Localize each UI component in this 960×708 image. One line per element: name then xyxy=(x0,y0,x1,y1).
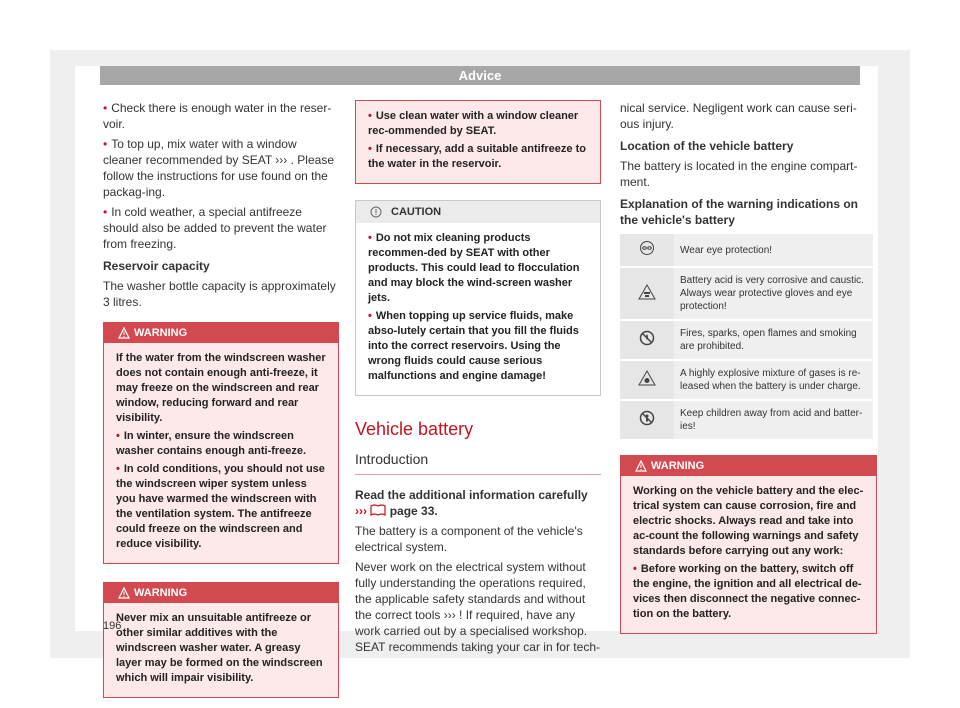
table-row xyxy=(620,360,873,400)
book-icon xyxy=(370,504,386,516)
corrosive-icon xyxy=(638,284,656,300)
paragraph: nical service. Negligent work can cause seri-ous injury. xyxy=(620,101,857,131)
bullet-icon: • xyxy=(368,110,372,122)
caution-box xyxy=(355,200,601,396)
bullet-icon: • xyxy=(368,310,372,322)
table-row xyxy=(620,234,873,267)
symbol-description: Keep children away from acid and batter-ies! xyxy=(674,400,873,440)
warning-intro: Working on the vehicle battery and the elec-trical system can cause corrosion, fire and electric shocks. Always read and take into ac-count the following warnings and safety standards before carrying out any work: xyxy=(633,485,864,557)
warning-header xyxy=(104,323,338,343)
warning-triangle-icon xyxy=(635,460,647,472)
list-item: • In winter, ensure the windscreen washer contains enough anti-freeze. xyxy=(116,430,307,457)
symbol-description: Wear eye protection! xyxy=(674,234,873,267)
capacity-heading: Reservoir capacity xyxy=(103,259,210,273)
bullet-icon: • xyxy=(116,430,120,442)
symbol-description: A highly explosive mixture of gases is re-leased when the battery is under charge. xyxy=(674,360,873,400)
caution-body xyxy=(356,223,600,395)
warning-box xyxy=(103,322,339,564)
table-row xyxy=(620,267,873,320)
list-item: • Check there is enough water in the reser-voir. xyxy=(103,101,332,131)
list-item: • In cold conditions, you should not use the windscreen wiper system unless you have warmed the windscreen with the ventilation system. The antifreeze could freeze on the windscreen and reduce visibility. xyxy=(116,463,325,550)
warning-body xyxy=(621,476,876,633)
list-item: • If necessary, add a suitable antifreeze to the water in the reservoir. xyxy=(368,143,586,170)
eye-protection-icon xyxy=(639,240,655,256)
section-subtitle: Introduction xyxy=(355,450,601,475)
warning-label: WARNING xyxy=(651,460,705,472)
page-header: Advice xyxy=(100,66,860,85)
location-text: The battery is located in the engine compart-ment. xyxy=(620,159,858,189)
warning-body xyxy=(104,343,338,563)
symbol-description: Fires, sparks, open flames and smoking are prohibited. xyxy=(674,320,873,360)
page-number: 196 xyxy=(103,620,122,632)
list-item: • When topping up service fluids, make abso-lutely certain that you fill the fluids into the correct reservoirs. Using the wrong fluids could cause serious malfunctions and engine damage! xyxy=(368,310,579,382)
warning-body xyxy=(104,603,338,697)
bullet-icon: • xyxy=(116,463,120,475)
bullet-icon: • xyxy=(368,232,372,244)
no-fire-icon xyxy=(639,330,655,346)
warning-body xyxy=(356,101,600,183)
capacity-text: The washer bottle capacity is approximately 3 litres. xyxy=(103,279,336,309)
caution-label: CAUTION xyxy=(391,206,442,218)
paragraph: The battery is a component of the vehicle's electrical system. xyxy=(355,524,583,554)
bullet-icon: • xyxy=(103,137,108,151)
bullet-icon: • xyxy=(103,205,108,219)
warning-continuation-box xyxy=(355,100,601,184)
warning-triangle-icon xyxy=(118,587,130,599)
warning-triangle-icon xyxy=(118,327,130,339)
table-row xyxy=(620,400,873,440)
warning-label: WARNING xyxy=(134,587,188,599)
bullet-icon: • xyxy=(633,563,637,575)
reference-arrow[interactable]: ››› xyxy=(355,504,367,518)
list-item: • To top up, mix water with a window cleaner recommended by SEAT ››› . Please follow the instructions for use found on the packag-ing. xyxy=(103,137,334,199)
list-item: • Do not mix cleaning products recommen-ded by SEAT with other products. This could lead to flocculation and may block the wind-screen washer jets. xyxy=(368,232,580,304)
warning-text: Never mix an unsuitable antifreeze or other similar additives with the windscreen washer water. A greasy layer may be formed on the windscreen which will impair visibility. xyxy=(116,612,323,684)
warning-intro: If the water from the windscreen washer does not contain enough anti-freeze, it may freeze on the windscreen and rear window, reducing forward and rear visibility. xyxy=(116,352,326,424)
column-middle xyxy=(355,100,601,659)
section-title: Vehicle battery xyxy=(355,419,474,439)
warning-header xyxy=(104,583,338,603)
table-row xyxy=(620,320,873,360)
bullet-icon: • xyxy=(103,101,108,115)
caution-header xyxy=(356,201,600,223)
location-heading: Location of the vehicle battery xyxy=(620,139,794,153)
list-item: • In cold weather, a special antifreeze should also be added to prevent the water from freezing. xyxy=(103,205,327,251)
explanation-heading: Explanation of the warning indications on the vehicle's battery xyxy=(620,197,859,227)
column-right xyxy=(620,100,864,634)
explosive-icon xyxy=(638,370,656,386)
warning-label: WARNING xyxy=(134,327,188,339)
bullet-icon: • xyxy=(368,143,372,155)
warning-header xyxy=(621,456,876,476)
list-item: • Before working on the battery, switch off the engine, the ignition and all electrical de-vices then disconnect the negative connec-tion on the battery. xyxy=(633,563,862,620)
symbol-description: Battery acid is very corrosive and caustic. Always wear protective gloves and eye protection! xyxy=(674,267,873,320)
list-item: • Use clean water with a window cleaner rec-ommended by SEAT. xyxy=(368,110,579,137)
column-left xyxy=(103,100,339,698)
warning-symbols-table xyxy=(620,234,873,441)
caution-circle-icon xyxy=(370,206,382,218)
read-more: Read the additional information carefully ››› page 33. xyxy=(355,488,588,518)
paragraph: Never work on the electrical system without fully understanding the operations required, the applicable safety standards and without the correct tools ››› ! If required, have any work carried out by a specialised workshop. SEAT recommends taking your car in for tech- xyxy=(355,560,600,654)
page-reference-link[interactable]: page 33. xyxy=(389,504,438,518)
warning-box xyxy=(620,455,877,634)
warning-box xyxy=(103,582,339,698)
keep-children-away-icon xyxy=(639,410,655,426)
